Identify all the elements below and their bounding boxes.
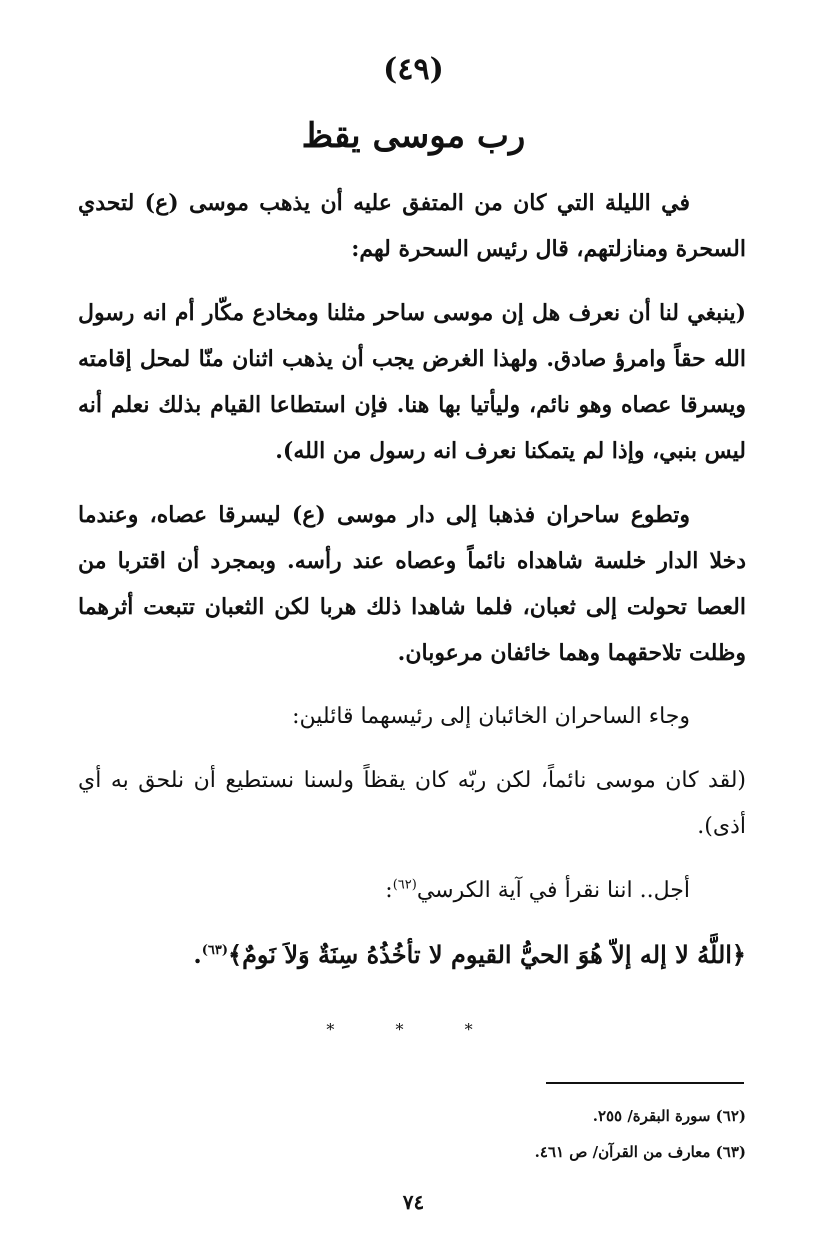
quran-verse [78,932,746,978]
paragraph-6-text: أجل.. اننا نقرأ في آية الكرسي [416,878,690,903]
paragraph-4: وجاء الساحران الخائبان إلى رئيسهما قائلين: [292,704,690,729]
footnote-ref-62: (٦٢) [392,877,417,893]
page-number: ٧٤ [402,1190,425,1214]
chapter-number: (٤٩) [383,52,444,87]
body-text [78,180,746,996]
verse-end: . [193,940,202,969]
verse-text: ﴿اللَّهُ لا إله إلاّ هُوَ الحيُّ القيوم لا تأخُذُهُ سِنَةٌ وَلاَ نَومٌ﴾ [228,940,746,969]
footnote-63: (٦٣) معارف من القرآن/ ص ٤٦١. [534,1143,746,1161]
footnote-ref-63: (٦٣) [201,943,228,958]
paragraph-6 [78,868,746,914]
paragraph-2: (ينبغي لنا أن نعرف هل إن موسى ساحر مثلنا ومخادع مكّار أم انه رسول الله حقاً وامرؤ صادق. ولهذا الغرض يجب أن يذهب اثنان منّا لمحل إقامته ويسرقا عصاه وهو نائم، وليأتيا بها هنا. فإن استطاعا القيام بذلك نعلم أنه ليس بنبي، وإذا لم يتمكنا نعرف انه رسول من الله). [78,300,746,464]
footnote-divider [546,1082,744,1084]
paragraph-6-end: : [385,878,393,903]
paragraph-1: في الليلة التي كان من المتفق عليه أن يذهب موسى (ع) لتحدي السحرة ومنازلتهم، قال رئيس السحرة لهم: [78,190,746,262]
footnote-62: (٦٢) سورة البقرة/ ٢٥٥. [592,1107,746,1125]
paragraph-5: (لقد كان موسى نائماً، لكن ربّه كان يقظاً ولسنا نستطيع أن نلحق به أي أذى). [78,768,746,839]
paragraph-3: وتطوع ساحران فذهبا إلى دار موسى (ع) ليسرقا عصاه، وعندما دخلا الدار خلسة شاهداه نائماً وعصاه عند رأسه. وبمجرد أن اقتربا من العصا تحولت إلى ثعبان، فلما شاهدا ذلك هربا لكن الثعبان تتبعت أثرهما وظلت تلاحقهما وهما خائفان مرعوبان. [78,502,746,666]
footnotes [78,1098,746,1170]
chapter-title: رب موسى يقظ [301,116,526,156]
section-separator: * * * [326,1020,501,1039]
